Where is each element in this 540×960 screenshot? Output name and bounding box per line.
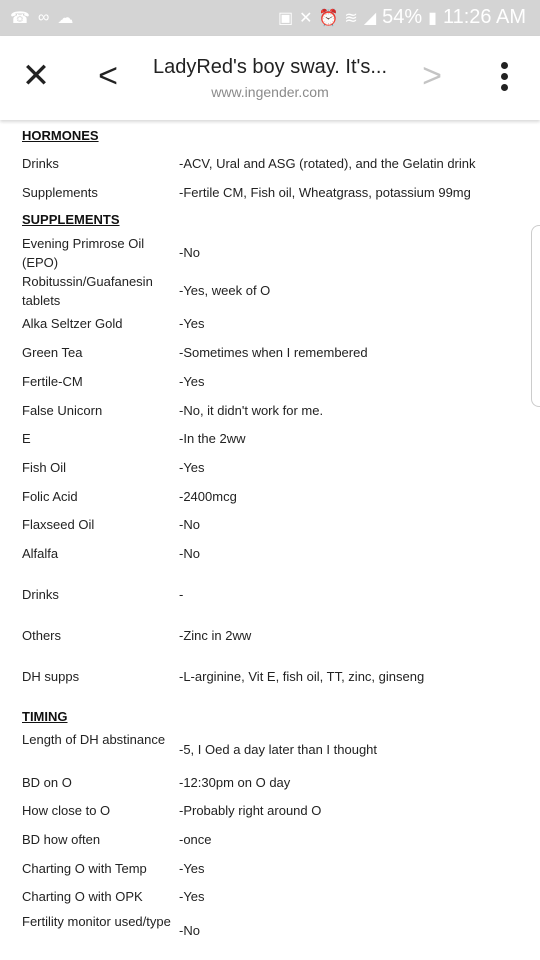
row-label: BD on O bbox=[22, 775, 72, 790]
row-label: BD how often bbox=[22, 832, 101, 847]
row-value: -In the 2ww bbox=[179, 431, 246, 446]
row-value: -No bbox=[179, 517, 200, 532]
row-value: -Yes bbox=[179, 889, 205, 904]
row-label: Drinks bbox=[22, 156, 59, 171]
row-label: Fish Oil bbox=[22, 460, 67, 475]
section-timing: TIMING bbox=[22, 709, 68, 724]
row-value: - bbox=[179, 587, 184, 602]
row-value: -Fertile CM, Fish oil, Wheatgrass, potassium 99mg bbox=[179, 185, 471, 200]
row-value: -ACV, Ural and ASG (rotated), and the Gelatin drink bbox=[179, 156, 476, 171]
close-icon[interactable]: ✕ bbox=[21, 57, 51, 95]
edge-panel-handle[interactable] bbox=[531, 225, 540, 407]
row-label: How close to O bbox=[22, 803, 111, 818]
row-value: -Zinc in 2ww bbox=[179, 628, 252, 643]
more-vert-icon[interactable] bbox=[496, 62, 516, 92]
row-label: Fertility monitor used/type bbox=[22, 914, 171, 929]
row-label: Evening Primrose Oil (EPO) bbox=[22, 236, 145, 270]
chevron-left-icon[interactable]: < bbox=[98, 57, 118, 95]
row-label: Charting O with OPK bbox=[22, 889, 143, 904]
row-value: -No bbox=[179, 245, 200, 260]
row-value: -Yes bbox=[179, 460, 205, 475]
row-label: Flaxseed Oil bbox=[22, 517, 95, 532]
row-label: Drinks bbox=[22, 587, 59, 602]
row-value: -No bbox=[179, 923, 200, 938]
signal-icon: ◢ bbox=[363, 9, 377, 27]
wifi-icon: ≋ bbox=[344, 9, 358, 27]
row-label: Length of DH abstinance bbox=[22, 732, 166, 747]
row-value: -Yes bbox=[179, 861, 205, 876]
clock: 11:26 AM bbox=[442, 6, 526, 28]
row-value: -L-arginine, Vit E, fish oil, TT, zinc, ginseng bbox=[179, 669, 425, 684]
row-value: -Yes bbox=[179, 374, 205, 389]
row-value: -once bbox=[179, 832, 212, 847]
page-title: LadyRed's boy sway. It's... bbox=[152, 56, 388, 78]
row-value: -Sometimes when I remembered bbox=[179, 345, 368, 360]
row-label: Alka Seltzer Gold bbox=[22, 316, 123, 331]
mute-icon: ✕ bbox=[299, 9, 313, 27]
notification-icons bbox=[10, 8, 73, 28]
row-label: E bbox=[22, 431, 31, 446]
row-label: Alfalfa bbox=[22, 546, 59, 561]
lock-icon: ▣ bbox=[277, 9, 294, 27]
alarm-icon: ⏰ bbox=[318, 9, 339, 27]
row-label: DH supps bbox=[22, 669, 80, 684]
row-value: -2400mcg bbox=[179, 489, 237, 504]
page-url: www.ingender.com bbox=[211, 84, 329, 100]
row-label: Supplements bbox=[22, 185, 98, 200]
section-hormones: HORMONES bbox=[22, 128, 99, 143]
browser-toolbar bbox=[0, 36, 540, 120]
row-label: Others bbox=[22, 628, 62, 643]
row-value: -No, it didn't work for me. bbox=[179, 403, 324, 418]
row-label: Charting O with Temp bbox=[22, 861, 147, 876]
system-icons bbox=[278, 6, 526, 29]
status-bar bbox=[0, 0, 540, 36]
battery-icon: ▮ bbox=[428, 9, 437, 27]
row-value: -5, I Oed a day later than I thought bbox=[179, 742, 378, 757]
row-value: -Probably right around O bbox=[179, 803, 322, 818]
section-supplements: SUPPLEMENTS bbox=[22, 212, 120, 227]
row-value: -Yes, week of O bbox=[179, 283, 271, 298]
row-label: Green Tea bbox=[22, 345, 83, 360]
row-label: Fertile-CM bbox=[22, 374, 83, 389]
row-value: -No bbox=[179, 546, 200, 561]
contacts-icon: ☎ bbox=[10, 10, 30, 27]
weather-icon: ☁ bbox=[57, 10, 74, 27]
battery-percent: 54% bbox=[382, 6, 423, 28]
row-label: False Unicorn bbox=[22, 403, 103, 418]
row-label: Robitussin/Guafanesin tablets bbox=[22, 274, 153, 308]
voicemail-icon: ∞ bbox=[37, 9, 50, 26]
row-value: -12:30pm on O day bbox=[179, 775, 291, 790]
chevron-right-icon[interactable]: > bbox=[422, 57, 442, 95]
row-value: -Yes bbox=[179, 316, 205, 331]
row-label: Folic Acid bbox=[22, 489, 78, 504]
